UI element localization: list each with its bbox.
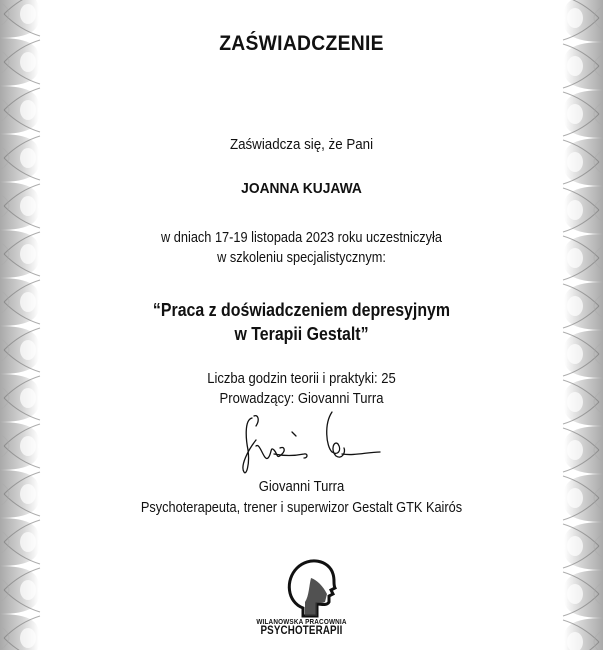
certificate-body bbox=[44, 0, 559, 640]
ornamental-wave-icon bbox=[559, 0, 603, 650]
certificate-title: ZAŚWIADCZENIE bbox=[219, 32, 384, 55]
right-ornamental-border bbox=[559, 0, 603, 650]
course-title bbox=[80, 298, 523, 346]
course-title-line-1: “Praca z doświadczeniem depresyjnym bbox=[152, 299, 451, 320]
organization-logo bbox=[44, 558, 559, 640]
instructor-line: Prowadzący: Giovanni Turra bbox=[219, 391, 384, 407]
signer-name: Giovanni Turra bbox=[258, 479, 345, 495]
participation-statement bbox=[75, 228, 528, 268]
dates-line: w dniach 17-19 listopada 2023 roku uczestniczyła bbox=[161, 230, 442, 246]
course-title-line-2: w Terapii Gestalt” bbox=[234, 323, 369, 344]
ornamental-wave-icon bbox=[0, 0, 44, 650]
head-profile-icon bbox=[283, 558, 339, 618]
signer-title: Psychoterapeuta, trener i superwizor Gestalt GTK Kairós bbox=[140, 500, 463, 516]
left-ornamental-border bbox=[0, 0, 44, 650]
recipient-name: JOANNA KUJAWA bbox=[241, 180, 362, 197]
logo-text-line-1: WILANOWSKA PRACOWNIA bbox=[256, 617, 347, 626]
training-type-line: w szkoleniu specjalistycznym: bbox=[217, 250, 386, 266]
course-details bbox=[70, 369, 534, 409]
intro-text: Zaświadcza się, że Pani bbox=[229, 137, 374, 153]
hours-line: Liczba godzin teorii i praktyki: 25 bbox=[207, 371, 396, 387]
logo-text-line-2: PSYCHOTERAPII bbox=[260, 625, 343, 637]
signature-icon bbox=[234, 410, 384, 480]
